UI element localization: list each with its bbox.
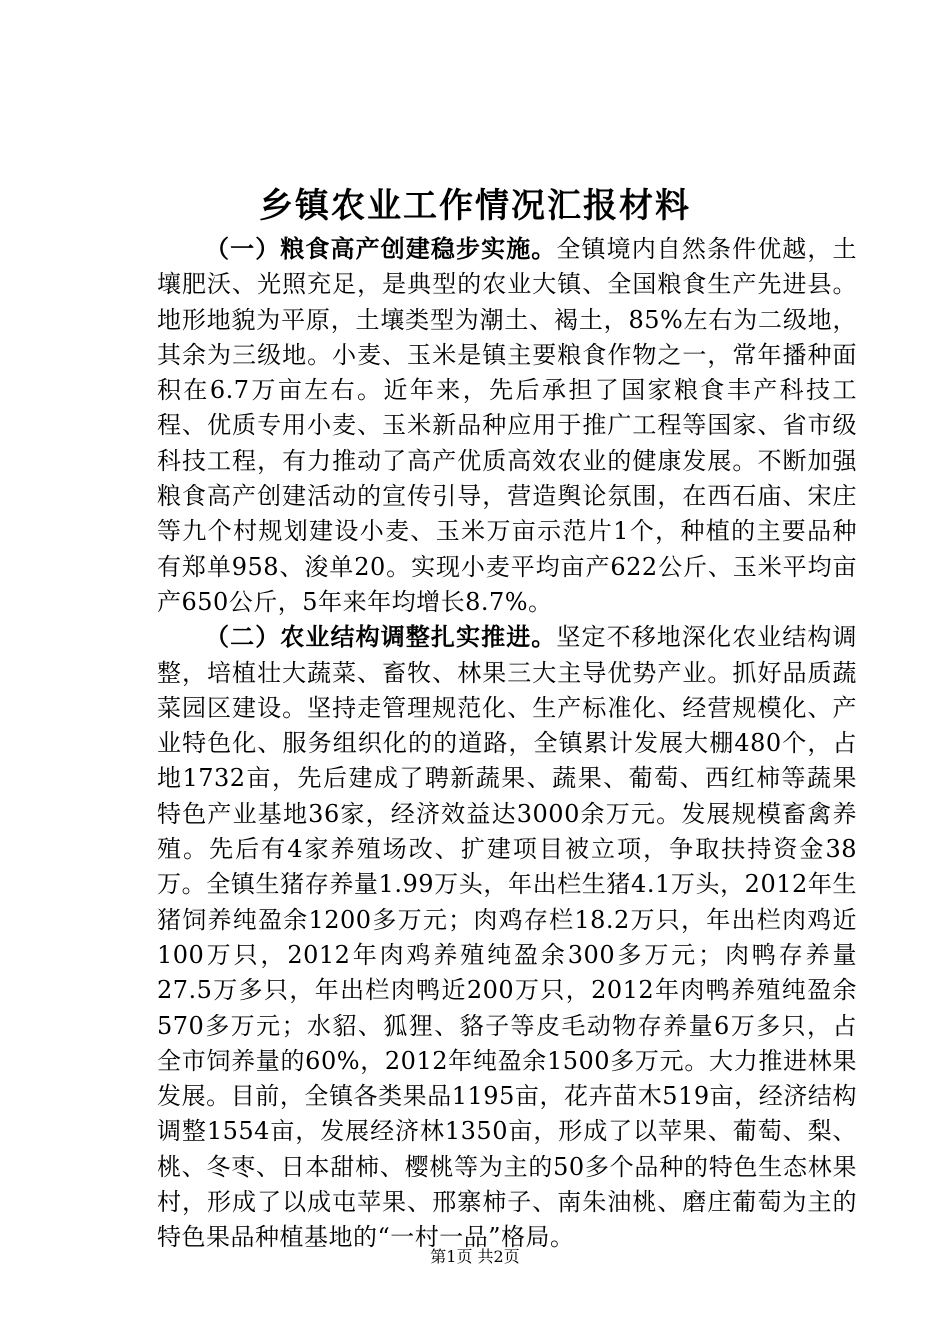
paragraph-text: 坚定不移地深化农业结构调整，培植壮大蔬菜、畜牧、林果三大主导优势产业。抓好品质蔬菜园区建设。坚持走管理规范化、生产标准化、经营规模化、产业特色化、服务组织化的的道路，全镇累计发展大棚480个，占地1732亩，先后建成了聘新蔬果、蔬果、葡萄、西红柿等蔬果特色产业基地36家，经济效益达3000余万元。发展规模畜禽养殖。先后有4家养殖场改、扩建项目被立项，争取扶持资金38万。全镇生猪存养量1.99万头，年出栏生猪4.1万头，2012年生猪饲养纯盈余1200多万元；肉鸡存栏18.2万只，年出栏肉鸡近100万只，2012年肉鸡养殖纯盈余300多万元；肉鸭存养量27.5万多只，年出栏肉鸭近200万只，2012年肉鸭养殖纯盈余570多万元；水貂、狐狸、貉子等皮毛动物存养量6万多只，占全市饲养量的60%，2012年纯盈余1500多万元。大力推进林果发展。目前，全镇各类果品1195亩，花卉苗木519亩，经济结构调整1554亩，发展经济林1350亩，形成了以苹果、葡萄、梨、桃、冬枣、日本甜柿、樱桃等为主的50多个品种的特色生态林果村，形成了以成屯苹果、邢寨柿子、南朱油桃、磨庄葡萄为主的特色果品种植基地的“一村一品”格局。	[157, 623, 858, 1252]
paragraph-text: 全镇境内自然条件优越，土壤肥沃、光照充足，是典型的农业大镇、全国粮食生产先进县。地形地貌为平原，土壤类型为潮土、褐土，85%左右为二级地，其余为三级地。小麦、玉米是镇主要粮食作物之一，常年播种面积在6.7万亩左右。近年来，先后承担了国家粮食丰产科技工程、优质专用小麦、玉米新品种应用于推广工程等国家、省市级科技工程，有力推动了高产优质高效农业的健康发展。不断加强粮食高产创建活动的宣传引导，营造舆论氛围，在西石庙、宋庄等九个村规划建设小麦、玉米万亩示范片1个，种植的主要品种有郑单958、浚单20。实现小麦平均亩产622公斤、玉米平均亩产650公斤，5年来年均增长8.7%。	[157, 235, 858, 616]
document-body	[157, 232, 857, 1256]
page-number-footer: 第1页 共2页	[430, 1247, 520, 1266]
paragraph-heading: （一）粮食高产创建稳步实施。	[205, 235, 557, 263]
document-title: 乡镇农业工作情况汇报材料	[259, 186, 691, 226]
paragraph-heading: （二）农业结构调整扎实推进。	[205, 623, 557, 652]
paragraph-grain-production	[157, 232, 857, 620]
paragraph-structure-adjustment	[157, 620, 857, 1255]
